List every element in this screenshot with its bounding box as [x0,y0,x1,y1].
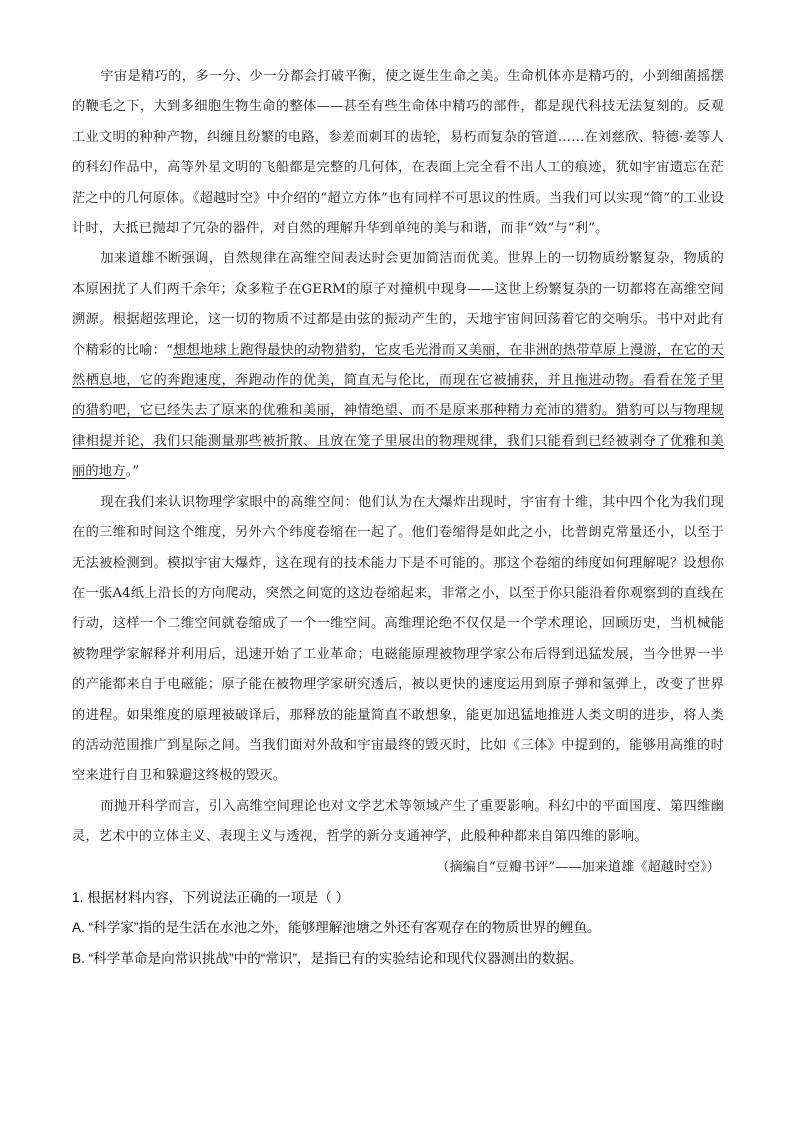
paragraph-2-intro: 加来道雄不断强调，自然规律在高维空间表达时会更加简洁而优美。世界上的一切物质纷繁复杂，物质的本原困扰了人们两千余年；众多粒子在GERM的原子对撞机中现身——这世上纷繁复杂的一切都将在高维空间溯源。根据超弦理论，这一切的物质不过都是由弦的振动产生的，天地宇宙间回荡着它的交响乐。书中对此有个精彩的比喻：“ [72,251,724,358]
underlined-quote: 想想地球上跑得最快的动物猎豹，它皮毛光滑而又美丽，在非洲的热带草原上漫游，在它的天然栖息地，它的奔跑速度，奔跑动作的优美，简直无与伦比，而现在它被捕获，并且拖进动物。看看在笼子里的猎豹吧，它已经失去了原来的优雅和美丽，神情绝望、而不是原来那种精力充沛的猎豹。猎豹可以与物理规律相提并论，我们只能测量那些被折散、且放在笼子里展出的物理规律，我们只能看到已经被剥夺了优雅和美丽的地方 [72,342,724,480]
question-option-b: B. “科学革命是向常识挑战”中的“常识”，是指已有的实验结论和现代仪器测出的数据。 [72,950,583,966]
article-paragraph-1: 宇宙是精巧的，多一分、少一分都会打破平衡，使之诞生生命之美。生命机体亦是精巧的，小到细菌摇摆的鞭毛之下，大到多细胞生物生命的整体——甚至有些生命体中精巧的部件，都是现代科技无法复刻的。反观工业文明的种种产物，纠缠且纷繁的电路，参差而刺耳的齿轮，易朽而复杂的管道……在刘慈欣、特德·姜等人的科幻作品中，高等外星文明的飞船都是完整的几何体，在表面上完全看不出人工的痕迹，犹如宇宙遗忘在茫茫之中的几何原体。《超越时空》中介绍的“超立方体”也有同样不可思议的性质。当我们可以实现“简”的工业设计时，大抵已抛却了冗杂的器件，对自然的理解升华到单纯的美与和谐，而非“效”与“利”。 [72,69,724,237]
question-option-a: A. “科学家”指的是生活在水池之外，能够理解池塘之外还有客观存在的物质世界的鲤鱼。 [72,920,601,936]
paragraph-2-end: 。” [125,464,140,480]
article-source: （摘编自“豆瓣书评”——加来道雄《超越时空》） [436,859,720,875]
question-stem: 1. 根据材料内容，下列说法正确的一项是（ ） [72,889,350,905]
article-paragraph-3: 现在我们来认识物理学家眼中的高维空间：他们认为在大爆炸出现时，宇宙有十维，其中四个化为我们现在的三维和时间这个维度，另外六个纬度卷缩在一起了。他们卷缩得是如此之小，比普朗克常量还小，以至于无法被检测到。模拟宇宙大爆炸，这在现有的技术能力下是不可能的。那这个卷缩的纬度如何理解呢？设想你在一张A4纸上沿长的方向爬动，突然之间宽的这边卷缩起来，非常之小，以至于你只能沿着你观察到的直线在行动，这样一个二维空间就卷缩成了一个一维空间。高维理论绝不仅仅是一个学术理论，回顾历史，当机械能被物理学家解释并利用后，迅速开始了工业革命；电磁能原理被物理学家公布后得到迅猛发展，当今世界一半的产能都来自于电磁能；原子能在被物理学家研究透后，被以更快的速度运用到原子弹和氢弹上，改变了世界的进程。如果维度的原理被破译后，那释放的能量简直不敢想象，能更加迅猛地推进人类文明的进步，将人类的活动范围推广到星际之间。当我们面对外敌和宇宙最终的毁灭时，比如《三体》中提到的，能够用高维的时空来进行自卫和躲避这终极的毁灭。 [72,494,724,784]
article-paragraph-2 [72,244,724,487]
article-paragraph-4: 而抛开科学而言，引入高维空间理论也对文学艺术等领域产生了重要影响。科幻中的平面国度、第四维幽灵，艺术中的立体主义、表现主义与透视，哲学的新分支通神学，此般种种都来自第四维的影响。 [72,798,724,845]
